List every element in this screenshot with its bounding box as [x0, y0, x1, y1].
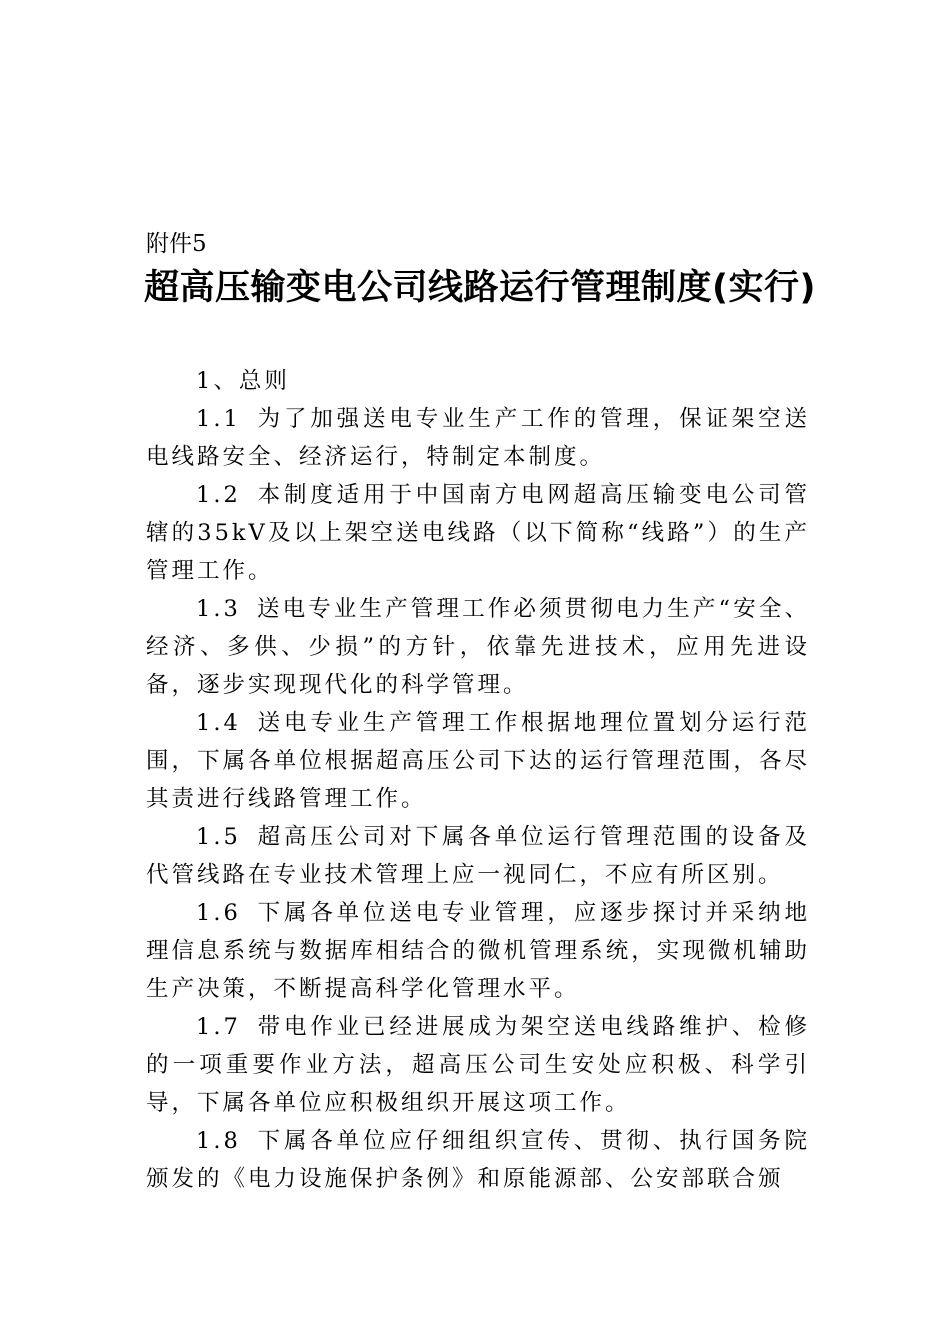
paragraph-number: 1.4 [196, 710, 241, 736]
document-title: 超高压输变电公司线路运行管理制度(实行) [144, 268, 816, 308]
paragraph-number: 1.7 [196, 1014, 241, 1040]
paragraph-text: 本制度适用于中国南方电网超高压输变电公司管辖的35kV及以上架空送电线路（以下简称“线路”）的生产管理工作。 [146, 482, 810, 584]
paragraph-number: 1.6 [196, 900, 241, 926]
paragraph-number: 1.5 [196, 824, 241, 850]
section-heading: 1、总则 [196, 368, 290, 394]
attachment-label: 附件5 [146, 231, 207, 257]
paragraph-number: 1.8 [196, 1128, 241, 1154]
paragraph-text: 送电专业生产管理工作必须贯彻电力生产“安全、经济、多供、少损”的方针，依靠先进技术，应用先进设备，逐步实现现代化的科学管理。 [146, 596, 810, 698]
paragraph-text: 下属各单位应仔细组织宣传、贯彻、执行国务院颁发的《电力设施保护条例》和原能源部、公安部联合颁 [146, 1128, 810, 1192]
paragraph-1-7 [146, 1008, 810, 1122]
paragraph-text: 超高压公司对下属各单位运行管理范围的设备及代管线路在专业技术管理上应一视同仁，不应有所区别。 [146, 824, 810, 888]
paragraph-1-1 [146, 400, 810, 476]
paragraph-1-8 [146, 1122, 810, 1198]
paragraph-text: 带电作业已经进展成为架空送电线路维护、检修的一项重要作业方法，超高压公司生安处应积极、科学引导，下属各单位应积极组织开展这项工作。 [146, 1014, 810, 1116]
paragraph-text: 送电专业生产管理工作根据地理位置划分运行范围，下属各单位根据超高压公司下达的运行管理范围，各尽其责进行线路管理工作。 [146, 710, 810, 812]
document-body [146, 362, 810, 1198]
paragraph-1-3 [146, 590, 810, 704]
paragraph-text: 为了加强送电专业生产工作的管理，保证架空送电线路安全、经济运行，特制定本制度。 [146, 406, 810, 470]
paragraph-1-5 [146, 818, 810, 894]
paragraph-number: 1.1 [196, 406, 241, 432]
paragraph-1-4 [146, 704, 810, 818]
paragraph-number: 1.3 [196, 596, 241, 622]
paragraph-1-2 [146, 476, 810, 590]
paragraph-1-6 [146, 894, 810, 1008]
paragraph-number: 1.2 [196, 482, 241, 508]
paragraph-text: 下属各单位送电专业管理，应逐步探讨并采纳地理信息系统与数据库相结合的微机管理系统，实现微机辅助生产决策，不断提高科学化管理水平。 [146, 900, 810, 1002]
